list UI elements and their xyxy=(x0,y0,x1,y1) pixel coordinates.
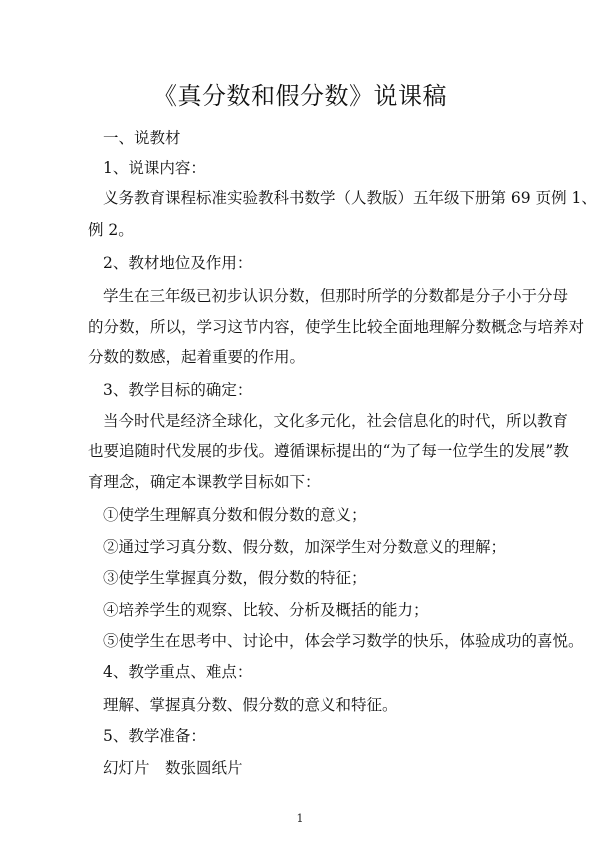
page-title: 《真分数和假分数》说课稿 xyxy=(153,82,447,110)
paragraph-line: 例 2。 xyxy=(88,221,134,239)
paragraph-line: 理解、掌握真分数、假分数的意义和特征。 xyxy=(103,696,398,714)
subsection-heading: 3、教学目标的确定： xyxy=(103,381,253,399)
goal-item: ③使学生掌握真分数，假分数的特征； xyxy=(103,569,367,587)
paragraph-line: 分数的数感，起着重要的作用。 xyxy=(88,348,306,366)
subsection-heading: 1、说课内容： xyxy=(103,159,206,177)
paragraph-line: 育理念，确定本课教学目标如下： xyxy=(88,473,321,491)
paragraph-line: 幻灯片 数张圆纸片 xyxy=(103,759,243,777)
section-heading: 一、说教材 xyxy=(103,129,181,147)
goal-item: ④培养学生的观察、比较、分析及概括的能力； xyxy=(103,601,429,619)
subsection-heading: 2、教材地位及作用： xyxy=(103,254,253,272)
subsection-heading: 5、教学准备： xyxy=(103,727,206,745)
goal-item: ①使学生理解真分数和假分数的意义； xyxy=(103,506,367,524)
paragraph-line: 义务教育课程标准实验教科书数学（人教版）五年级下册第 69 页例 1、 xyxy=(103,189,597,207)
goal-item: ②通过学习真分数、假分数，加深学生对分数意义的理解； xyxy=(103,538,507,556)
page-number: 1 xyxy=(296,812,304,825)
paragraph-line: 也要追随时代发展的步伐。遵循课标提出的“为了每一位学生的发展”教 xyxy=(88,442,569,460)
paragraph-line: 当今时代是经济全球化，文化多元化，社会信息化的时代，所以教育 xyxy=(103,412,569,430)
paragraph-line: 学生在三年级已初步认识分数，但那时所学的分数都是分子小于分母 xyxy=(103,287,569,305)
subsection-heading: 4、教学重点、难点： xyxy=(103,663,253,681)
paragraph-line: 的分数，所以，学习这节内容，使学生比较全面地理解分数概念与培养对 xyxy=(88,318,585,336)
goal-item: ⑤使学生在思考中、讨论中，体会学习数学的快乐，体验成功的喜悦。 xyxy=(103,632,584,650)
